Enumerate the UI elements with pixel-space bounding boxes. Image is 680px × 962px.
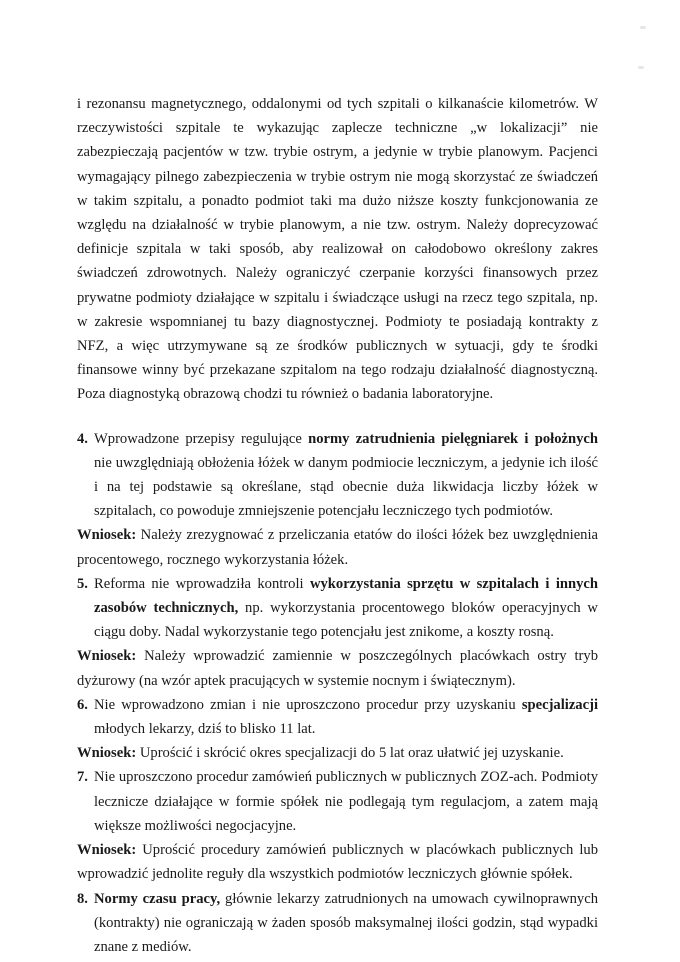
- item-text: Nie uproszczono procedur zamówień publicznych w publicznych ZOZ-ach. Podmioty lecznicze działające w formie spółek nie podlegają tym regulacjom, a zatem mają większe możliwości negocjacyjne.: [94, 769, 598, 834]
- conclusion: [77, 741, 598, 765]
- conclusion-label: Wniosek:: [77, 648, 137, 665]
- conclusion-text: Należy wprowadzić zamiennie w poszczególnych placówkach ostry tryb dyżurowy (na wzór aptek pracujących w systemie nocnym i świątecznym).: [77, 648, 598, 689]
- item-text: np. wykorzystania procentowego bloków operacyjnych w ciągu doby. Nadal wykorzystanie tego potencjału jest znikome, a koszty rosną.: [94, 600, 598, 641]
- conclusion-text: Uprościć procedury zamówień publicznych w placówkach publicznych lub wprowadzić jednolite reguły dla wszystkich podmiotów leczniczych głównie spółek.: [77, 842, 598, 883]
- item-number: 6.: [77, 696, 88, 713]
- list-item-7: [77, 765, 598, 886]
- item-text: Reforma nie wprowadziła kontroli: [94, 575, 310, 592]
- paragraph-spacer: [77, 407, 598, 427]
- item-bold-text: specjalizacji: [521, 696, 598, 713]
- scan-artifact: [640, 26, 646, 29]
- list-item-5: [77, 572, 598, 693]
- item-text: głównie lekarzy zatrudnionych na umowach cywilnoprawnych (kontrakty) nie ograniczają w żaden sposób maksymalnej ilości godzin, stąd wypadki znane z mediów.: [94, 890, 598, 955]
- numbered-item: [77, 887, 598, 960]
- numbered-item: [77, 572, 598, 645]
- scan-artifact: [638, 66, 644, 69]
- item-bold-text: normy zatrudnienia pielęgniarek i położnych: [308, 430, 598, 447]
- conclusion: [77, 838, 598, 886]
- item-text: Nie wprowadzono zmian i nie uproszczono procedur przy uzyskaniu: [94, 696, 522, 713]
- conclusion-label: Wniosek:: [77, 527, 137, 544]
- list-item-8: [77, 887, 598, 960]
- item-number: 4.: [77, 430, 88, 447]
- item-text: Wprowadzone przepisy regulujące: [94, 430, 309, 447]
- list-item-6: [77, 693, 598, 766]
- item-bold-text: Normy czasu pracy,: [94, 890, 221, 907]
- item-text: młodych lekarzy, dziś to blisko 11 lat.: [94, 721, 316, 738]
- conclusion-text: Należy zrezygnować z przeliczania etatów do ilości łóżek bez uwzględnienia procentowego, rocznego wykorzystania łóżek.: [77, 527, 598, 568]
- item-number: 5.: [77, 575, 88, 592]
- conclusion-label: Wniosek:: [77, 745, 137, 762]
- numbered-item: [77, 765, 598, 838]
- list-item-4: [77, 427, 598, 572]
- conclusion-label: Wniosek:: [77, 842, 137, 859]
- conclusion: [77, 523, 598, 571]
- conclusion: [77, 644, 598, 692]
- item-number: 8.: [77, 890, 88, 907]
- item-number: 7.: [77, 769, 88, 786]
- intro-paragraph: i rezonansu magnetycznego, oddalonymi od tych szpitali o kilkanaście kilometrów. W rzeczywistości szpitale te wykazując zaplecze techniczne „w lokalizacji” nie zabezpieczają pacjentów w tzw. trybie ostrym, a jedynie w trybie planowym. Pacjenci wymagający pilnego zabezpieczenia w trybie ostrym nie mogą skorzystać ze świadczeń w takim szpitalu, a ponadto podmiot taki ma dużo niższe koszty funkcjonowania ze względu na działalność w trybie planowym, a nie tzw. ostrym. Należy doprecyzować definicje szpitala w taki sposób, aby realizował on całodobowo określony zakres świadczeń zdrowotnych. Należy ograniczyć czerpanie korzyści finansowych przez prywatne podmioty działające w szpitalu i świadczące usługi na rzecz tego szpitala, np. w zakresie wspomnianej tu bazy diagnostycznej. Podmioty te posiadają kontrakty z NFZ, a więc utrzymywane są ze środków publicznych w sytuacji, gdy te środki finansowe winny być przekazane szpitalom na tego rodzaju działalność diagnostyczną. Poza diagnostyką obrazową chodzi tu również o badania laboratoryjne.: [77, 96, 598, 403]
- document-page: [77, 92, 598, 959]
- numbered-item: [77, 427, 598, 524]
- conclusion-text: Uprościć i skrócić okres specjalizacji do 5 lat oraz ułatwić jej uzyskanie.: [139, 745, 564, 762]
- item-text: nie uwzględniają obłożenia łóżek w danym podmiocie leczniczym, a jedynie ich ilość i na tej podstawie są określane, stąd obecnie duża likwidacja liczby łóżek w szpitalach, co powoduje zmniejszenie potencjału leczniczego tych podmiotów.: [94, 454, 598, 520]
- item-bold-text: wykorzystania sprzętu w szpitalach i innych zasobów technicznych,: [94, 575, 599, 617]
- numbered-item: [77, 693, 598, 741]
